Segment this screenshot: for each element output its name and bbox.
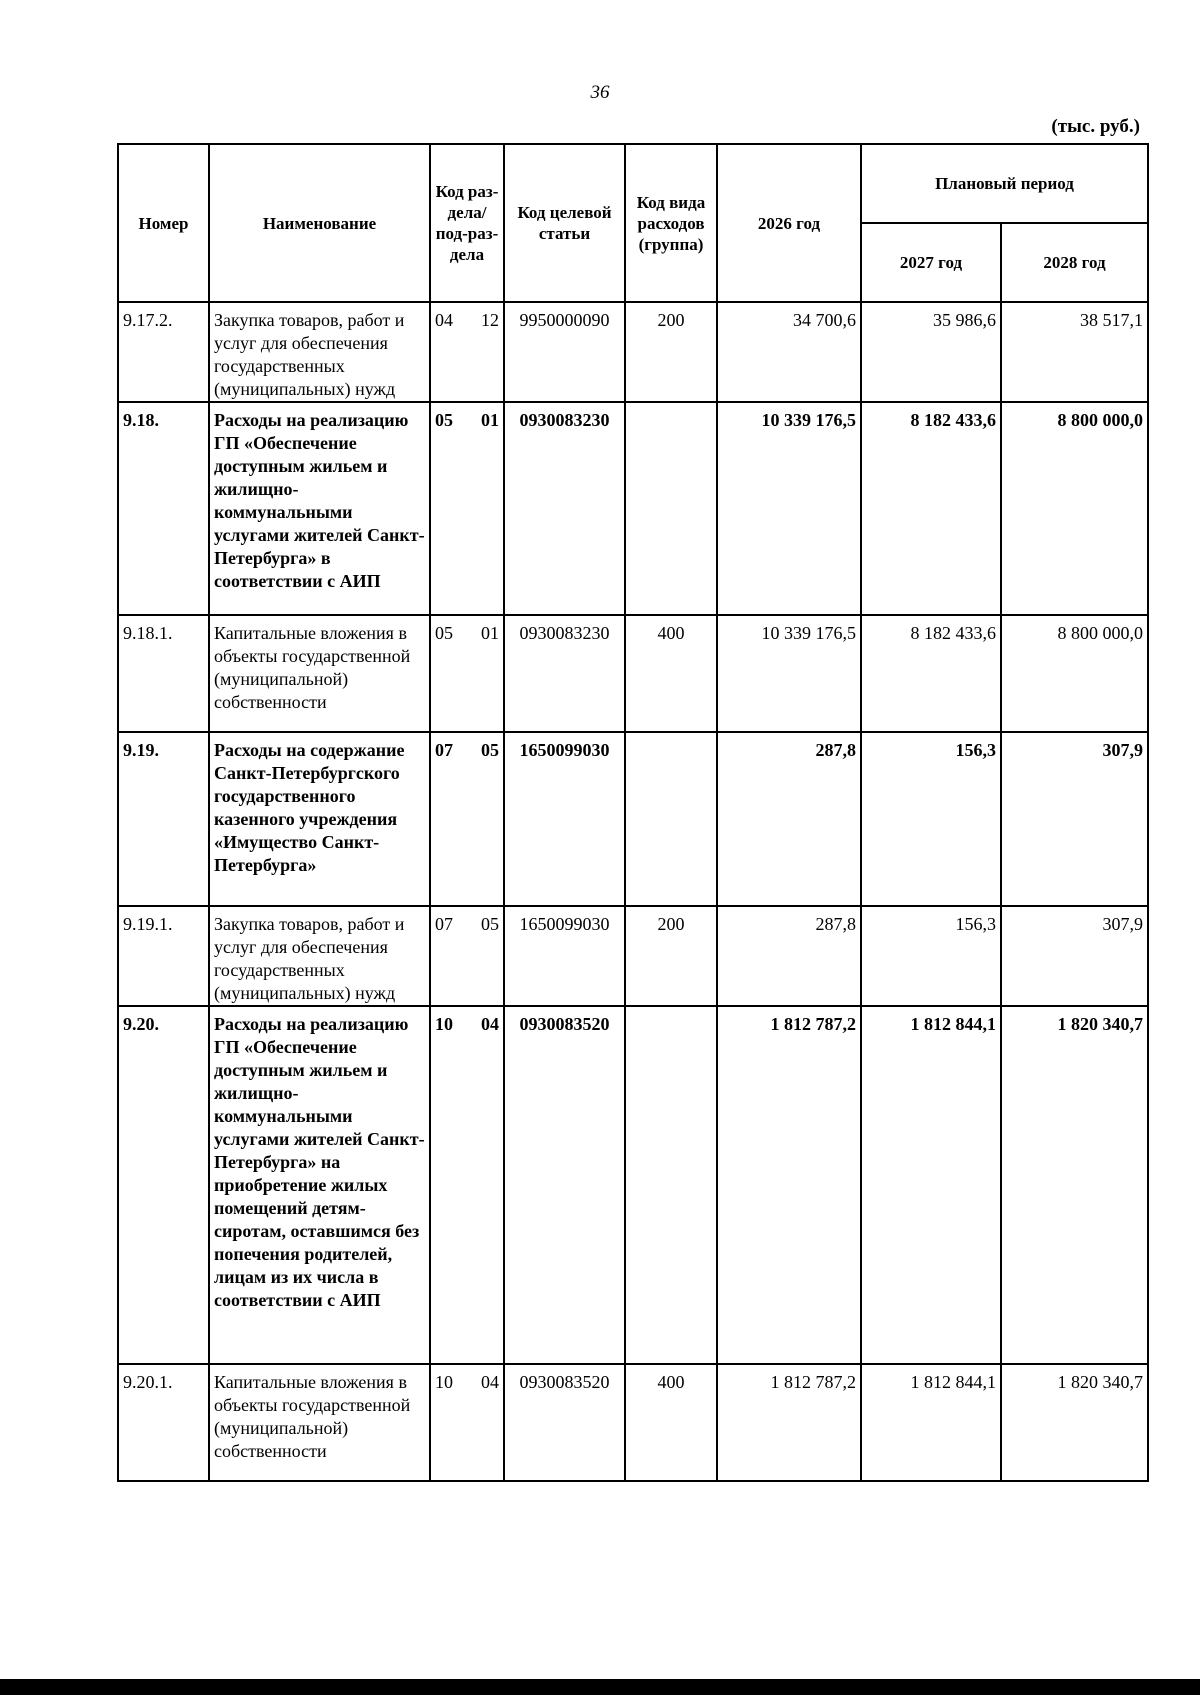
- row-expense-type: 200: [625, 906, 717, 1006]
- row-amount-2027: 156,3: [861, 906, 1001, 1006]
- row-amount-2028: 38 517,1: [1001, 302, 1148, 402]
- podrazdel-code: 04: [481, 1372, 499, 1392]
- table-row: [118, 302, 1148, 402]
- row-amount-2027: 8 182 433,6: [861, 615, 1001, 732]
- header-row: [118, 144, 1148, 223]
- row-amount-2026: 10 339 176,5: [717, 615, 861, 732]
- row-amount-2026: 287,8: [717, 906, 861, 1006]
- row-expense-type: 200: [625, 302, 717, 402]
- header-year-2027: 2027 год: [861, 223, 1001, 302]
- row-name: Расходы на реализацию ГП «Обеспечение доступным жильем и жилищно-коммунальными услугами жителей Санкт-Петербурга» в соответствии с АИП: [209, 402, 430, 615]
- row-section-code: [430, 1364, 504, 1481]
- row-amount-2028: 1 820 340,7: [1001, 1364, 1148, 1481]
- row-number: 9.17.2.: [118, 302, 209, 402]
- row-amount-2026: 287,8: [717, 732, 861, 906]
- table-row: [118, 906, 1148, 1006]
- row-amount-2028: 8 800 000,0: [1001, 615, 1148, 732]
- row-amount-2026: 1 812 787,2: [717, 1006, 861, 1364]
- row-number: 9.20.1.: [118, 1364, 209, 1481]
- razdel-code: 10: [435, 1372, 453, 1392]
- row-target-code: 0930083230: [504, 615, 625, 732]
- header-expense-type: Код вида расходов (группа): [625, 144, 717, 302]
- razdel-code: 07: [435, 740, 453, 760]
- page-number: 36: [590, 82, 610, 103]
- row-amount-2026: 1 812 787,2: [717, 1364, 861, 1481]
- row-number: 9.18.: [118, 402, 209, 615]
- row-expense-type: 400: [625, 1364, 717, 1481]
- row-expense-type: [625, 1006, 717, 1364]
- row-number: 9.19.1.: [118, 906, 209, 1006]
- row-target-code: 9950000090: [504, 302, 625, 402]
- podrazdel-code: 12: [481, 310, 499, 330]
- podrazdel-code: 05: [481, 740, 499, 760]
- table-row: [118, 615, 1148, 732]
- table-body: [118, 302, 1148, 1481]
- row-amount-2028: 8 800 000,0: [1001, 402, 1148, 615]
- row-amount-2028: 307,9: [1001, 732, 1148, 906]
- row-section-code: [430, 402, 504, 615]
- row-target-code: 0930083230: [504, 402, 625, 615]
- row-target-code: 1650099030: [504, 906, 625, 1006]
- row-target-code: 0930083520: [504, 1006, 625, 1364]
- row-expense-type: [625, 732, 717, 906]
- row-number: 9.18.1.: [118, 615, 209, 732]
- row-amount-2027: 8 182 433,6: [861, 402, 1001, 615]
- table-row: [118, 402, 1148, 615]
- razdel-code: 04: [435, 310, 453, 330]
- razdel-code: 05: [435, 623, 453, 643]
- row-name: Расходы на содержание Санкт-Петербургского государственного казенного учреждения «Имущество Санкт-Петербурга»: [209, 732, 430, 906]
- header-section-code: Код раз-дела/ под-раз-дела: [430, 144, 504, 302]
- podrazdel-code: 04: [481, 1014, 499, 1034]
- razdel-code: 10: [435, 1014, 453, 1034]
- row-amount-2027: 1 812 844,1: [861, 1364, 1001, 1481]
- row-section-code: [430, 906, 504, 1006]
- row-section-code: [430, 615, 504, 732]
- row-name: Закупка товаров, работ и услуг для обеспечения государственных (муниципальных) нужд: [209, 302, 430, 402]
- row-target-code: 0930083520: [504, 1364, 625, 1481]
- row-number: 9.19.: [118, 732, 209, 906]
- units-label: (тыс. руб.): [1051, 116, 1140, 137]
- table-row: [118, 1364, 1148, 1481]
- razdel-code: 05: [435, 410, 453, 430]
- row-section-code: [430, 302, 504, 402]
- row-section-code: [430, 1006, 504, 1364]
- podrazdel-code: 01: [481, 410, 499, 430]
- header-planning-period: Плановый период: [861, 144, 1148, 223]
- row-expense-type: [625, 402, 717, 615]
- row-name: Расходы на реализацию ГП «Обеспечение доступным жильем и жилищно-коммунальными услугами жителей Санкт-Петербурга» на приобретение жилых помещений детям-сиротам, оставшимся без попечения родителей, лицам из их числа в соответствии с АИП: [209, 1006, 430, 1364]
- header-year-2026: 2026 год: [717, 144, 861, 302]
- row-amount-2028: 1 820 340,7: [1001, 1006, 1148, 1364]
- podrazdel-code: 05: [481, 914, 499, 934]
- header-target-code: Код целевой статьи: [504, 144, 625, 302]
- row-target-code: 1650099030: [504, 732, 625, 906]
- row-amount-2026: 34 700,6: [717, 302, 861, 402]
- header-number: Номер: [118, 144, 209, 302]
- scan-bottom-edge: [0, 1679, 1200, 1695]
- header-year-2028: 2028 год: [1001, 223, 1148, 302]
- row-name: Закупка товаров, работ и услуг для обеспечения государственных (муниципальных) нужд: [209, 906, 430, 1006]
- budget-table: [117, 143, 1149, 1482]
- row-section-code: [430, 732, 504, 906]
- table-row: [118, 732, 1148, 906]
- row-name: Капитальные вложения в объекты государственной (муниципальной) собственности: [209, 615, 430, 732]
- podrazdel-code: 01: [481, 623, 499, 643]
- row-amount-2026: 10 339 176,5: [717, 402, 861, 615]
- row-number: 9.20.: [118, 1006, 209, 1364]
- row-expense-type: 400: [625, 615, 717, 732]
- row-amount-2027: 1 812 844,1: [861, 1006, 1001, 1364]
- row-amount-2028: 307,9: [1001, 906, 1148, 1006]
- row-name: Капитальные вложения в объекты государственной (муниципальной) собственности: [209, 1364, 430, 1481]
- razdel-code: 07: [435, 914, 453, 934]
- header-name: Наименование: [209, 144, 430, 302]
- table-row: [118, 1006, 1148, 1364]
- row-amount-2027: 35 986,6: [861, 302, 1001, 402]
- row-amount-2027: 156,3: [861, 732, 1001, 906]
